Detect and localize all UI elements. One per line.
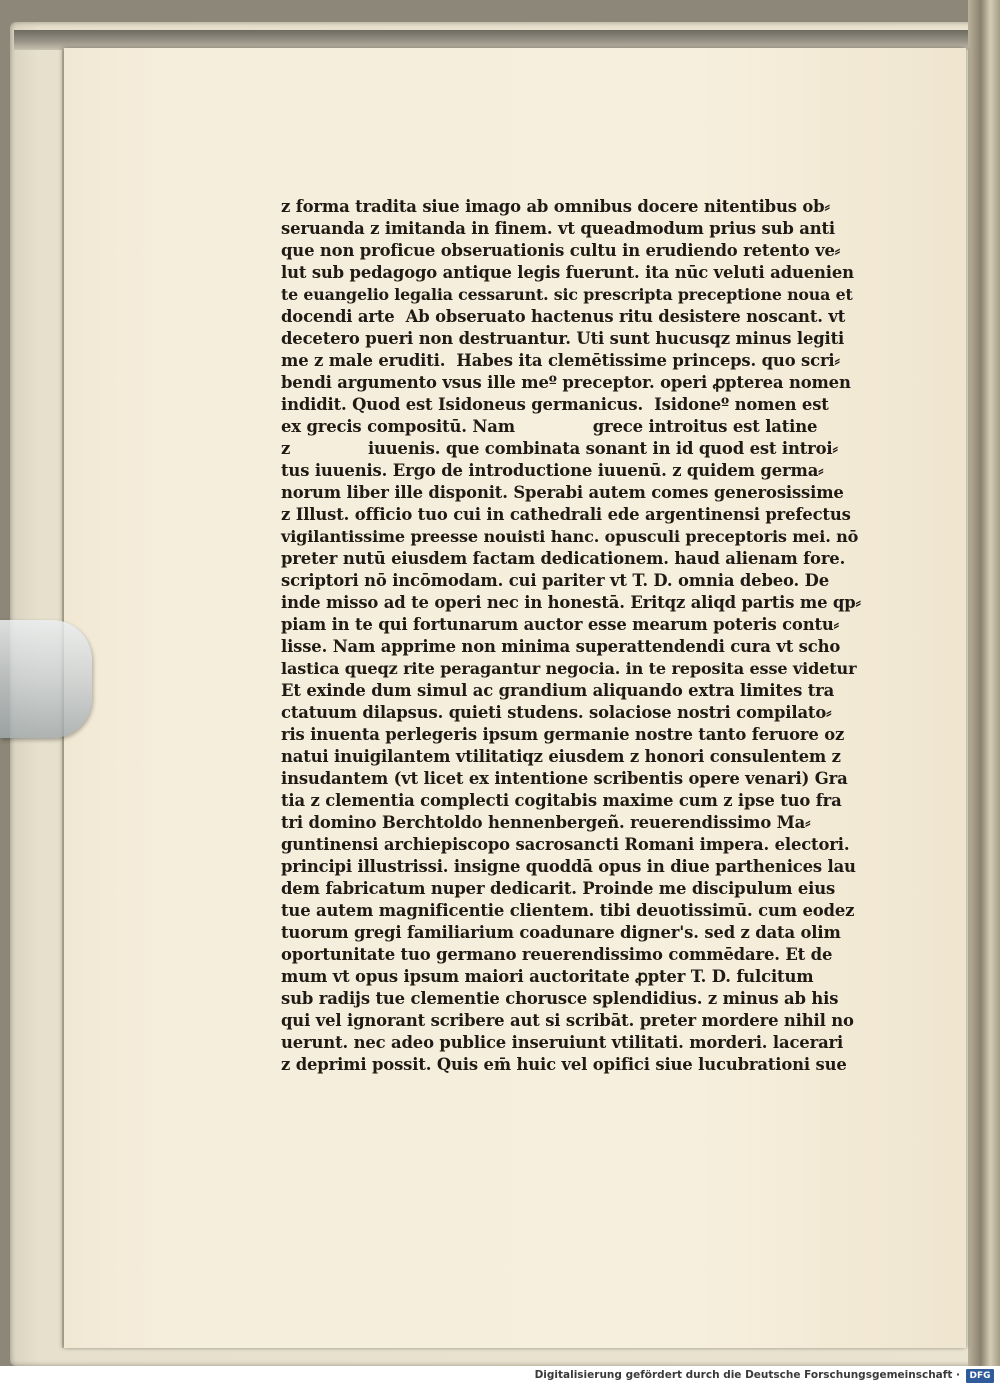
text-line: vigilantissime preesse nouisti hanc. opusculi preceptoris mei. nō — [281, 527, 859, 546]
text-line: lisse. Nam apprime non minima superattendendi cura vt scho — [281, 637, 841, 656]
text-line: qui vel ignorant scribere aut si scribāt. preter mordere nihil no — [281, 1011, 854, 1030]
text-line: z forma tradita siue imago ab omnibus docere nitentibus ob⸗ — [281, 197, 830, 216]
text-line: decetero pueri non destruantur. Uti sunt hucusqz minus legiti — [281, 329, 845, 348]
text-line: ctatuum dilapsus. quieti studens. solaciose nostri compilato⸗ — [281, 703, 832, 722]
text-line: Et exinde dum simul ac grandium aliquando extra limites tra — [281, 681, 835, 700]
text-line: natui inuigilantem vtilitatiqz eiusdem z honori consulentem z — [281, 747, 841, 766]
text-line: que non proficue obseruationis cultu in erudiendo retento ve⸗ — [281, 241, 841, 260]
text-line: z Illust. officio tuo cui in cathedrali ede argentinensi prefectus — [281, 505, 851, 524]
text-line: tri domino Berchtoldo hennenbergeñ. reuerendissimo Ma⸗ — [281, 813, 811, 832]
text-line: uerunt. nec adeo publice inseruiunt vtilitati. morderi. lacerari — [281, 1033, 844, 1052]
text-line: z deprimi possit. Quis em̄ huic vel opifici siue lucubrationi sue — [281, 1055, 847, 1074]
text-line: norum liber ille disponit. Sperabi autem comes generosissime — [281, 483, 844, 502]
text-line: z iuuenis. que combinata sonant in id quod est introi⸗ — [281, 439, 838, 458]
text-line: preter nutū eiusdem factam dedicationem. haud alienam fore. — [281, 549, 846, 568]
text-line: bendi argumento vsus ille meº preceptor. operi ꝓpterea nomen — [281, 373, 851, 392]
funding-note: Digitalisierung gefördert durch die Deutsche Forschungsgemeinschaft · — [534, 1369, 960, 1381]
text-line: sub radijs tue clementie chorusce splendidius. z minus ab his — [281, 989, 839, 1008]
text-line: me z male eruditi. Habes ita clemētissime princeps. quo scri⸗ — [281, 351, 840, 370]
text-line: mum vt opus ipsum maiori auctoritate ꝓpter T. D. fulcitum — [281, 967, 814, 986]
right-binding-edge — [968, 0, 1000, 1366]
text-line: guntinensi archiepiscopo sacrosancti Romani impera. electori. — [281, 835, 850, 854]
text-line: piam in te qui fortunarum auctor esse mearum poteris contu⸗ — [281, 615, 839, 634]
text-line: lastica queqz rite peragantur negocia. in te reposita esse videtur — [281, 659, 857, 678]
text-block — [281, 196, 861, 1076]
text-line: docendi arte Ab obseruato hactenus ritu desistere noscant. vt — [281, 307, 846, 326]
footer-bar — [0, 1366, 1000, 1387]
text-line: inde misso ad te operi nec in honestā. Eritqz aliqd partis me qp⸗ — [281, 593, 861, 612]
text-line: ris inuenta perlegeris ipsum germanie nostre tanto feruore oz — [281, 725, 845, 744]
text-line: tus iuuenis. Ergo de introductione iuuenū. z quidem germa⸗ — [281, 461, 824, 480]
text-line: insudantem (vt licet ex intentione scribentis opere venari) Gra — [281, 769, 848, 788]
page-holder-clip — [0, 620, 92, 738]
text-line: lut sub pedagogo antique legis fuerunt. ita nūc veluti aduenien — [281, 263, 854, 282]
text-line: te euangelio legalia cessarunt. sic prescripta preceptione noua et — [281, 285, 853, 304]
text-line: oportunitate tuo germano reuerendissimo commēdare. Et de — [281, 945, 833, 964]
text-line: seruanda z imitanda in finem. vt queadmodum prius sub anti — [281, 219, 835, 238]
text-line: dem fabricatum nuper dedicarit. Proinde me discipulum eius — [281, 879, 836, 898]
text-line: indidit. Quod est Isidoneus germanicus. Isidoneº nomen est — [281, 395, 829, 414]
text-line: tuorum gregi familiarium coadunare digner's. sed z data olim — [281, 923, 841, 942]
text-line: scriptori nō incōmodam. cui pariter vt T. D. omnia debeo. De — [281, 571, 830, 590]
text-line: principi illustrissi. insigne quoddā opus in diue parthenices lau — [281, 857, 856, 876]
dfg-logo: DFG — [966, 1369, 994, 1383]
text-line: ex grecis compositū. Nam grece introitus est latine — [281, 417, 818, 436]
text-line: tue autem magnificentie clientem. tibi deuotissimū. cum eodez — [281, 901, 855, 920]
text-line: tia z clementia complecti cogitabis maxime cum z ipse tuo fra — [281, 791, 842, 810]
book-top-edge — [14, 30, 974, 50]
